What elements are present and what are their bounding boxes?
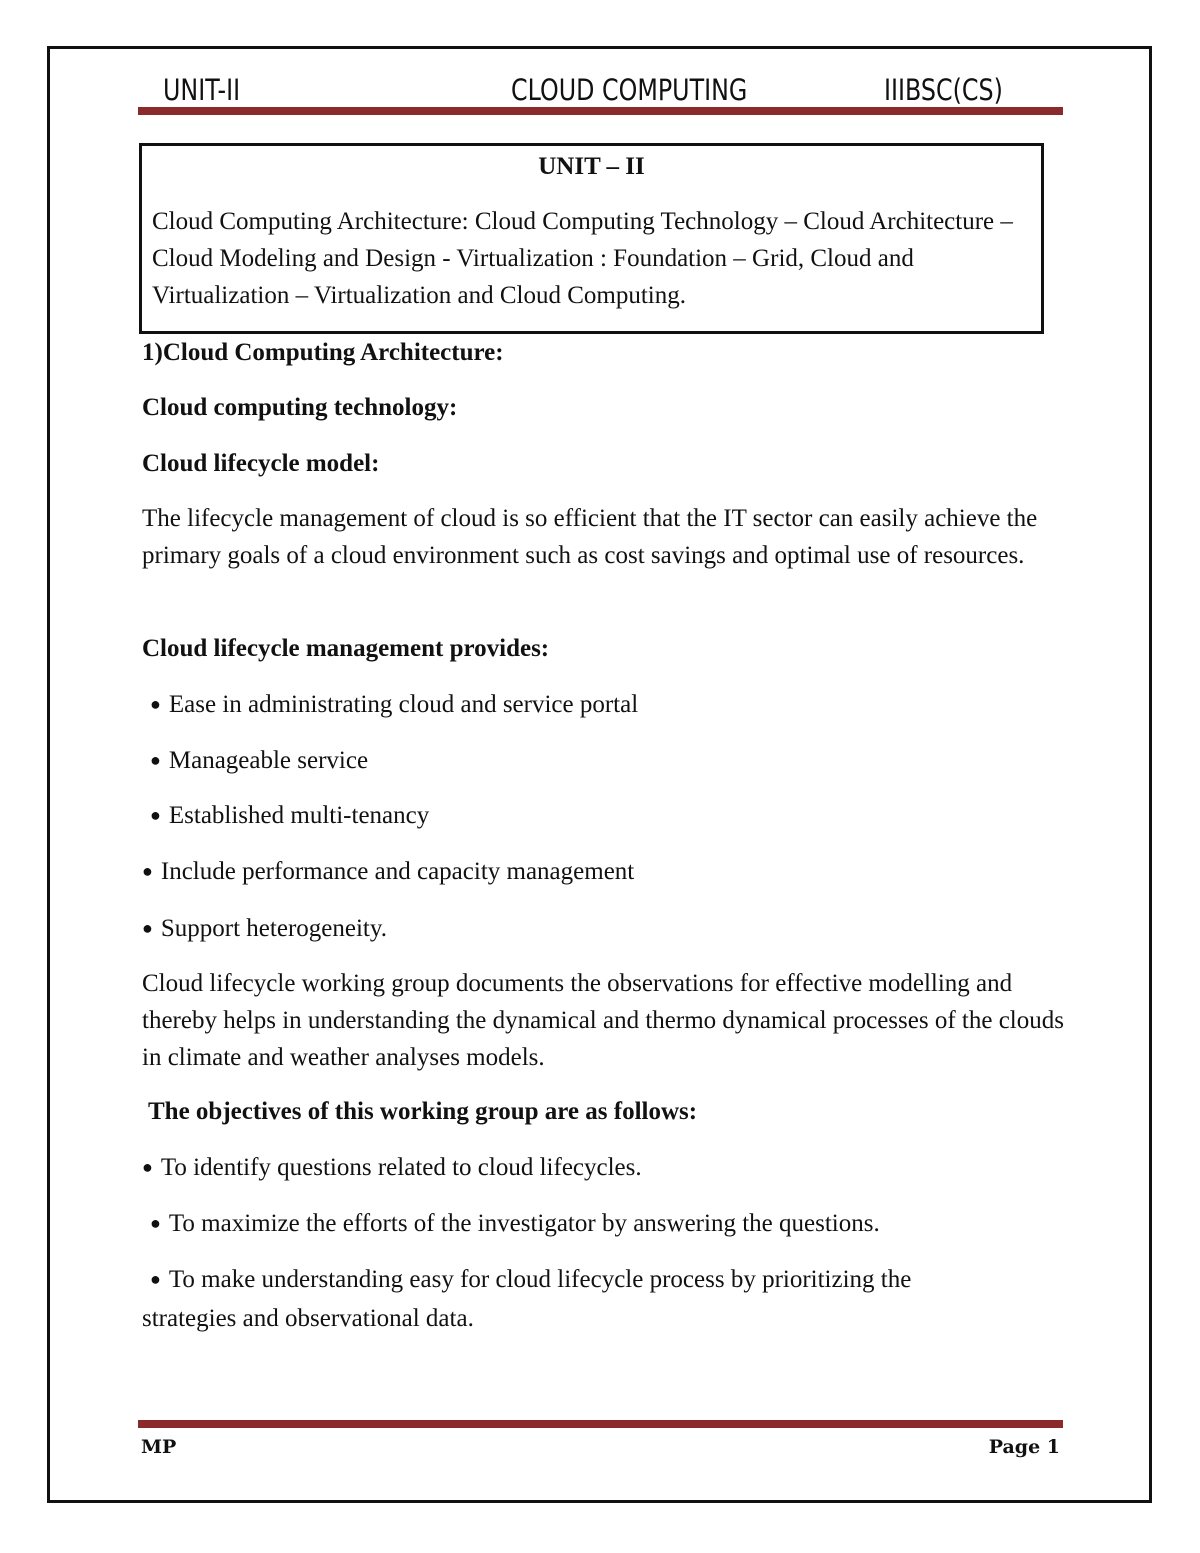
list-item: ● To maximize the efforts of the investigator by answering the questions.: [150, 1205, 880, 1244]
syllabus-text: Cloud Computing Architecture: Cloud Computing Technology – Cloud Architecture – Cloud Modeling and Design - Virtualization : Foundation – Grid, Cloud and Virtualization – Virtualization and Cloud Computing.: [152, 208, 1013, 309]
syllabus-box: [139, 143, 1044, 334]
header-unit: UNIT-II: [163, 73, 241, 107]
list-item: ● Ease in administrating cloud and service portal: [150, 686, 638, 725]
working-group-paragraph: Cloud lifecycle working group documents the observations for effective modelling and thereby helps in understanding the dynamical and thermo dynamical processes of the clouds in climate and weather analyses models.: [142, 970, 1064, 1071]
list-item: ● Manageable service: [150, 742, 368, 781]
header-rule: [138, 107, 1063, 115]
list-item: ● To make understanding easy for cloud lifecycle process by prioritizing the strategies and observational data.: [142, 1261, 1002, 1337]
list-item: ● Support heterogeneity.: [142, 910, 387, 949]
list-item: ● Include performance and capacity management: [142, 853, 634, 892]
header-subject: CLOUD COMPUTING: [511, 73, 748, 107]
footer-rule: [138, 1420, 1063, 1428]
list-item: ● To identify questions related to cloud lifecycles.: [142, 1149, 642, 1188]
page-number: Page 1: [988, 1436, 1060, 1458]
subsubheading: Cloud lifecycle model:: [142, 450, 380, 477]
footer-author: MP: [141, 1436, 177, 1458]
provides-heading: Cloud lifecycle management provides:: [142, 635, 550, 662]
intro-paragraph: The lifecycle management of cloud is so efficient that the IT sector can easily achieve the primary goals of a cloud environment such as cost savings and optimal use of resources.: [142, 505, 1038, 569]
section-heading: 1)Cloud Computing Architecture:: [142, 339, 504, 366]
header-class: IIIBSC(CS): [884, 73, 1003, 107]
objectives-heading: The objectives of this working group are as follows:: [148, 1098, 698, 1125]
subheading: Cloud computing technology:: [142, 394, 458, 421]
syllabus-title: UNIT – II: [538, 153, 645, 180]
list-item: ● Established multi-tenancy: [150, 797, 429, 836]
